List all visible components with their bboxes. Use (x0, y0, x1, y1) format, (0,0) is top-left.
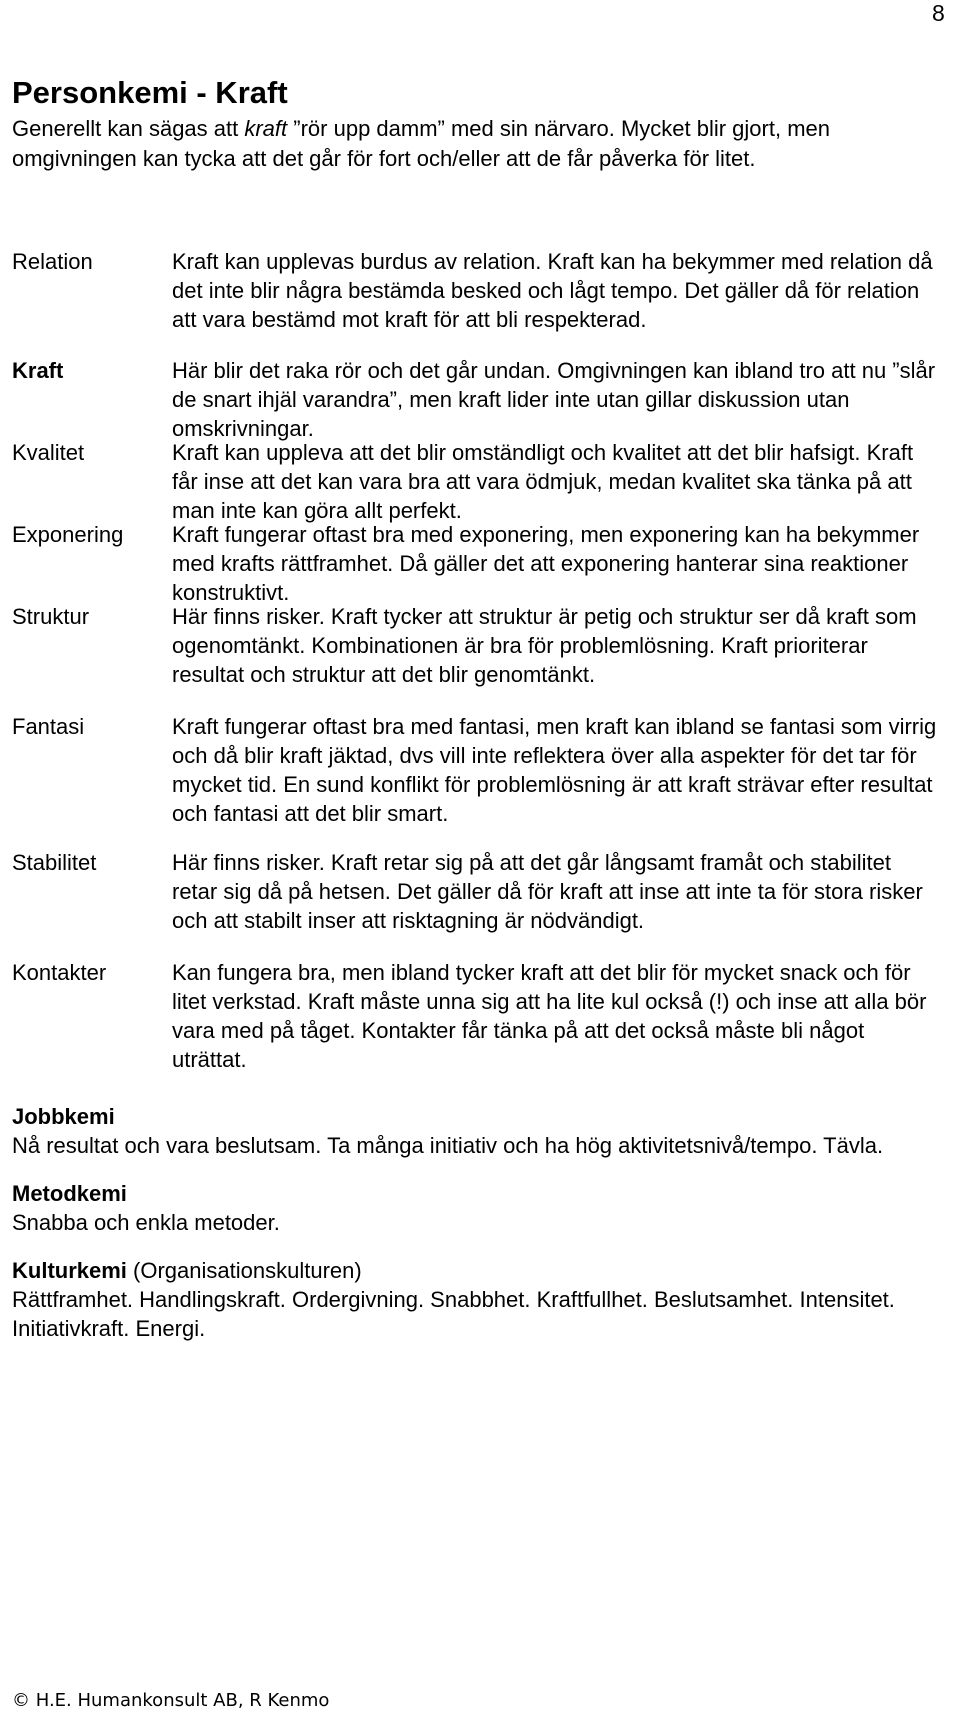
table-row (12, 438, 942, 523)
metodkemi-heading: Metodkemi (12, 1181, 127, 1206)
intro-paragraph (12, 114, 932, 174)
row-label: Fantasi (12, 714, 85, 739)
row-text: Kraft kan uppleva att det blir omständligt och kvalitet att det blir hafsigt. Kraft får inse att det kan vara bra att vara ödmjuk, medan kvalitet ska tänka på att man inte kan göra allt perfekt. (172, 440, 914, 523)
row-label: Relation (12, 249, 93, 274)
row-label: Stabilitet (12, 850, 97, 875)
kulturkemi-heading: Kulturkemi (12, 1258, 127, 1283)
kulturkemi-text: Rättframhet. Handlingskraft. Ordergivning. Snabbhet. Kraftfullhet. Beslutsamhet. Intensitet. Initiativkraft. Energi. (12, 1287, 895, 1341)
row-text: Här finns risker. Kraft retar sig på att det går långsamt framåt och stabilitet retar sig då på hetsen. Det gäller då för kraft att inse att inte ta för stora risker och att stabilt inser att risktagning är nödvändigt. (172, 850, 923, 933)
row-label: Exponering (12, 522, 124, 547)
row-label: Kontakter (12, 960, 107, 985)
row-text: Kraft fungerar oftast bra med fantasi, men kraft kan ibland se fantasi som virrig och då blir kraft jäktad, dvs vill inte reflektera över alla aspekter för det tar för mycket tid. En sund konflikt för problemlösning är att kraft strävar efter resultat och fantasi att det blir smart. (172, 714, 937, 826)
jobbkemi-heading: Jobbkemi (12, 1104, 115, 1129)
page-title: Personkemi - Kraft (12, 75, 288, 110)
row-text: Kraft kan upplevas burdus av relation. Kraft kan ha bekymmer med relation då det inte blir några bestämda besked och lågt tempo. Det gäller då för relation att vara bestämd mot kraft för att bli respekterad. (172, 249, 933, 332)
row-text: Kraft fungerar oftast bra med exponering, men exponering kan ha bekymmer med krafts rättframhet. Då gäller det att exponering hanterar sina reaktioner konstruktivt. (172, 522, 920, 605)
table-row (12, 848, 942, 958)
table-row (12, 356, 942, 441)
metodkemi-block (12, 1179, 932, 1237)
intro-text-after: ”rör upp damm” med sin närvaro. Mycket blir gjort, men omgivningen kan tycka att det går för fort och/eller att de får påverka för litet. (12, 116, 830, 171)
table-row (12, 520, 942, 605)
row-text: Kan fungera bra, men ibland tycker kraft att det blir för mycket snack och för litet verkstad. Kraft måste unna sig att ha lite kul också (!) och inse att alla bör vara med på tåget. Kontakter får tänka på att det också måste bli något uträttat. (172, 960, 927, 1072)
page-number: 8 (932, 0, 945, 26)
relation-table (12, 247, 942, 1072)
row-label: Kraft (12, 358, 64, 383)
copyright-footer: © H.E. Humankonsult AB, R Kenmo (12, 1690, 330, 1711)
jobbkemi-block (12, 1102, 932, 1160)
table-row (12, 712, 942, 848)
intro-text-before: Generellt kan sägas att (12, 116, 245, 141)
table-row (12, 602, 942, 712)
summary-section (12, 1102, 932, 1362)
row-label: Struktur (12, 604, 90, 629)
metodkemi-text: Snabba och enkla metoder. (12, 1210, 280, 1235)
row-text: Här finns risker. Kraft tycker att struktur är petig och struktur ser då kraft som ogenomtänkt. Kombinationen är bra för problemlösning. Kraft prioriterar resultat och struktur att det blir genomtänkt. (172, 604, 917, 687)
kulturkemi-subheading: (Organisationskulturen) (126, 1258, 362, 1283)
intro-emphasis: kraft (244, 116, 288, 141)
row-text: Här blir det raka rör och det går undan. Omgivningen kan ibland tro att nu ”slår de snart ihjäl varandra”, men kraft lider inte utan gillar diskussion utan omskrivningar. (172, 358, 936, 441)
row-label: Kvalitet (12, 440, 85, 465)
table-row (12, 958, 942, 1072)
table-row (12, 247, 942, 356)
jobbkemi-text: Nå resultat och vara beslutsam. Ta många initiativ och ha hög aktivitetsnivå/tempo. Tävla. (12, 1133, 884, 1158)
kulturkemi-block (12, 1256, 932, 1343)
